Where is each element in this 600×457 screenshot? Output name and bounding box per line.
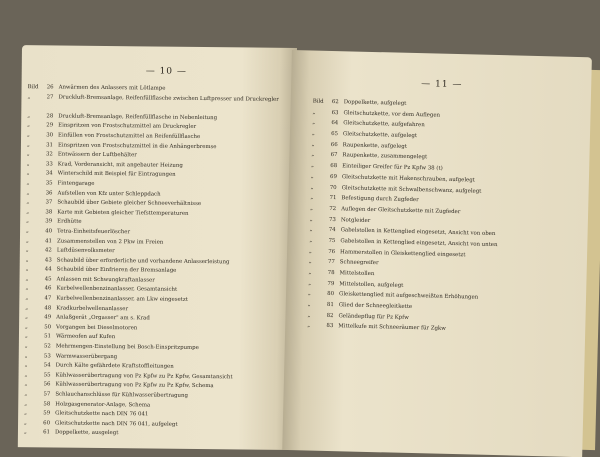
figure-caption: Erdhütte bbox=[57, 218, 82, 226]
figure-number: 54 bbox=[43, 362, 51, 369]
figure-prefix: „ bbox=[25, 314, 28, 321]
figure-list bbox=[24, 83, 290, 441]
figure-caption: Einspritzen von Frostschutzmittel am Druckregler bbox=[58, 122, 197, 131]
figure-caption: Mittelstollen bbox=[339, 270, 375, 278]
figure-number: 83 bbox=[326, 323, 334, 330]
figure-number: 78 bbox=[327, 269, 335, 277]
figure-number: 66 bbox=[330, 141, 338, 148]
figure-caption: Vorgangen bei Dieselmotoren bbox=[56, 324, 138, 332]
figure-number: 28 bbox=[46, 113, 54, 120]
figure-caption: Karte mit Gebieten gleicher Tiefsttemperaturen bbox=[57, 209, 189, 217]
figure-number: 73 bbox=[328, 216, 336, 223]
figure-number: 26 bbox=[46, 84, 54, 91]
figure-prefix: „ bbox=[24, 419, 27, 426]
figure-number: 35 bbox=[45, 180, 53, 187]
figure-caption: Kühlwasserübertragung von Pz Kpfw zu Pz Kpfw, Gesamtansicht bbox=[55, 372, 233, 381]
figure-number: 67 bbox=[330, 152, 338, 159]
figure-caption: Mittelstollen, aufgelegt bbox=[339, 280, 404, 289]
figure-number: 38 bbox=[45, 209, 53, 216]
figure-number: 41 bbox=[45, 237, 52, 244]
figure-number: 58 bbox=[43, 400, 51, 408]
figure-prefix: „ bbox=[25, 247, 29, 254]
figure-caption: Geländepflug für Pz Kpfw bbox=[338, 312, 409, 321]
figure-prefix: „ bbox=[26, 141, 30, 148]
figure-number: 44 bbox=[44, 266, 52, 273]
figure-caption: Mehrmengen-Einstellung bei Bosch-Einspritzpumpe bbox=[55, 343, 199, 352]
figure-prefix: „ bbox=[311, 130, 315, 137]
figure-number: 76 bbox=[328, 248, 336, 255]
figure-number: 63 bbox=[331, 109, 339, 116]
figure-caption: Mittelkufe mit Schneeräumer für Zgkw bbox=[338, 323, 446, 333]
figure-prefix: „ bbox=[25, 324, 28, 331]
figure-caption: Luftdüsenvolksmeter bbox=[56, 247, 115, 255]
figure-prefix: „ bbox=[309, 216, 313, 223]
figure-prefix: „ bbox=[26, 189, 30, 196]
figure-prefix: „ bbox=[25, 295, 29, 302]
figure-number: 27 bbox=[46, 93, 54, 101]
figure-prefix: „ bbox=[26, 199, 30, 206]
figure-prefix: „ bbox=[27, 112, 31, 119]
figure-number: 75 bbox=[328, 237, 336, 245]
figure-number: 65 bbox=[331, 131, 339, 138]
figure-caption: Kurbelwellenbenzinanlasser, Gesamtansicht bbox=[56, 285, 178, 294]
figure-prefix: „ bbox=[311, 141, 315, 148]
figure-prefix: „ bbox=[25, 304, 29, 311]
figure-prefix: „ bbox=[26, 170, 30, 177]
figure-caption: Gleiskettenglied mit aufgeschweißten Erhöhungen bbox=[338, 291, 479, 301]
figure-prefix: „ bbox=[24, 352, 28, 359]
figure-prefix: „ bbox=[27, 132, 30, 139]
page-number: — 10 — bbox=[145, 66, 187, 77]
figure-prefix: „ bbox=[26, 208, 30, 215]
figure-number: 36 bbox=[45, 189, 53, 196]
figure-prefix: „ bbox=[309, 226, 313, 233]
figure-prefix: „ bbox=[311, 151, 315, 159]
figure-caption: Kühlwasserübertragung von Pz Kpfw zu Pz Kpfw, Schema bbox=[55, 381, 214, 390]
figure-prefix: „ bbox=[24, 333, 28, 340]
figure-number: 43 bbox=[44, 257, 52, 264]
figure-prefix: „ bbox=[24, 362, 28, 369]
figure-prefix: „ bbox=[24, 410, 27, 417]
list-item bbox=[24, 429, 286, 441]
figure-caption: Anlaßgerät „Orgasser" am s. Krad bbox=[56, 314, 150, 322]
figure-number: 82 bbox=[326, 312, 334, 319]
figure-caption: Gleitschutzkette nach DIN 76 041, aufgelegt bbox=[55, 420, 178, 428]
figure-number: 46 bbox=[44, 285, 52, 292]
figure-prefix: „ bbox=[312, 119, 316, 126]
figure-number: 45 bbox=[44, 276, 52, 283]
figure-caption: Doppelkette, ausgelegt bbox=[54, 429, 119, 437]
figure-number: 60 bbox=[43, 420, 51, 427]
figure-prefix: „ bbox=[24, 371, 28, 379]
figure-prefix: „ bbox=[25, 237, 29, 244]
figure-caption: Einteiliger Greifer für Pz Kpfw 38 (t) bbox=[342, 163, 443, 172]
figure-number: 74 bbox=[328, 227, 336, 234]
figure-caption: Gleitschutzkette, aufgefahren bbox=[343, 120, 425, 129]
figure-number: 51 bbox=[44, 333, 51, 340]
figure-number: 31 bbox=[46, 141, 54, 149]
figure-caption: Gleitschutzkette mit Hakenschrauben, aufgelegt bbox=[341, 174, 475, 184]
figure-number: 79 bbox=[327, 280, 335, 287]
figure-prefix: „ bbox=[310, 194, 314, 201]
figure-number: 48 bbox=[44, 305, 52, 312]
figure-caption: Aufstellen von Kfz unter Schleppdach bbox=[57, 190, 161, 198]
figure-caption: Gabelstollen in Kettenglied eingesetzt, Ansicht von unten bbox=[340, 238, 498, 249]
figure-caption: Befestigung durch Zugfeder bbox=[341, 195, 419, 204]
figure-prefix: „ bbox=[25, 256, 29, 263]
figure-prefix: „ bbox=[310, 205, 314, 212]
figure-prefix: „ bbox=[27, 93, 31, 100]
figure-prefix: „ bbox=[24, 381, 28, 388]
figure-number: 70 bbox=[329, 184, 337, 191]
figure-caption: Schneegreifer bbox=[339, 259, 379, 267]
figure-number: 34 bbox=[45, 170, 53, 177]
figure-caption: Gleitschutzkette, vor dem Auflegen bbox=[343, 109, 441, 119]
figure-prefix: „ bbox=[25, 276, 29, 283]
figure-prefix: „ bbox=[26, 228, 29, 235]
figure-prefix: „ bbox=[26, 218, 29, 225]
figure-number: 56 bbox=[43, 381, 51, 388]
figure-number: 49 bbox=[44, 314, 52, 321]
figure-number: 42 bbox=[44, 247, 52, 254]
figure-caption: Winterschild mit Beispiel für Eintragungen bbox=[57, 170, 176, 179]
figure-prefix: „ bbox=[25, 266, 29, 273]
figure-prefix: „ bbox=[307, 301, 311, 308]
figure-prefix: „ bbox=[307, 290, 311, 297]
figure-caption: Hammerstollen in Gleiskettenglied eingesetzt bbox=[340, 248, 466, 258]
figure-caption: Anwärmen des Anlassers mit Lötlampe bbox=[58, 84, 166, 92]
figure-prefix: „ bbox=[312, 109, 316, 116]
figure-caption: Schaubild über Gebiete gleicher Schneeverhältnisse bbox=[57, 199, 202, 208]
figure-number bbox=[41, 103, 53, 113]
figure-caption: Wärmeofen auf Kufen bbox=[55, 333, 116, 341]
figure-number: 47 bbox=[44, 295, 52, 302]
left-page bbox=[18, 45, 297, 450]
figure-caption: Kradkurbelwellenanlasser bbox=[56, 305, 129, 312]
figure-number: 80 bbox=[327, 291, 335, 298]
figure-list bbox=[307, 97, 581, 339]
figure-number: 50 bbox=[44, 324, 52, 331]
figure-caption: Raupenkette, zusammengelegt bbox=[342, 152, 428, 161]
figure-caption: Gleitschutzkette nach DIN 76 041 bbox=[55, 410, 149, 418]
figure-caption: Auflegen der Gleitschutzkette mit Zugfeder bbox=[341, 206, 461, 216]
figure-caption: Notgleider bbox=[340, 216, 371, 224]
figure-number: 77 bbox=[327, 259, 335, 266]
figure-prefix: „ bbox=[24, 391, 28, 398]
right-page bbox=[282, 50, 592, 457]
figure-prefix: „ bbox=[26, 151, 30, 158]
figure-caption: Entwässern der Luftbehälter bbox=[57, 151, 137, 159]
figure-caption: Druckluft-Bremsanlage, Reifenfüllflasche zwischen Luftpresser und Druckregler bbox=[58, 94, 279, 103]
figure-number: 33 bbox=[45, 161, 53, 168]
figure-number: 72 bbox=[329, 205, 337, 212]
figure-prefix: „ bbox=[27, 122, 31, 129]
figure-caption: Anlassen mit Schwungkraftanlasser bbox=[56, 276, 155, 284]
figure-prefix: „ bbox=[311, 162, 315, 169]
figure-caption: Schaubild über erforderliche und vorhandene Anlasserleistung bbox=[56, 257, 230, 265]
figure-caption: Gabelstollen in Kettenglied eingesetzt, Ansicht von oben bbox=[340, 227, 496, 238]
page-number: — 11 — bbox=[421, 79, 463, 91]
figure-number: 57 bbox=[43, 391, 51, 398]
figure-caption: Schlauchanschlüsse für Kühlwasserübertragung bbox=[55, 391, 189, 399]
figure-caption: Doppelkette, aufgelegt bbox=[343, 99, 407, 107]
figure-prefix: „ bbox=[308, 258, 312, 265]
figure-prefix: „ bbox=[308, 269, 312, 276]
figure-caption: Kurbelwellenbenzinanlasser, am Lkw eingesetzt bbox=[56, 295, 188, 303]
figure-number: 69 bbox=[329, 173, 337, 180]
figure-prefix: „ bbox=[307, 312, 311, 319]
figure-number: 71 bbox=[329, 195, 337, 202]
figure-prefix: „ bbox=[307, 322, 311, 329]
figure-prefix: „ bbox=[26, 160, 30, 167]
figure-caption: Gleitschutzkette mit Schwalbenschwanz, aufgelegt bbox=[341, 184, 482, 195]
figure-number: 68 bbox=[330, 163, 338, 170]
figure-prefix: „ bbox=[308, 280, 312, 287]
figure-number: 37 bbox=[45, 199, 53, 206]
figure-number: 64 bbox=[331, 120, 339, 127]
figure-caption: Warmwasserübergang bbox=[55, 353, 118, 360]
figure-number: 61 bbox=[43, 429, 50, 436]
figure-number: 55 bbox=[43, 372, 51, 379]
figure-number: 29 bbox=[46, 122, 54, 129]
figure-number: 32 bbox=[45, 151, 53, 158]
figure-number: 39 bbox=[45, 218, 53, 225]
figure-number: 59 bbox=[43, 410, 51, 417]
figure-prefix: „ bbox=[24, 343, 28, 350]
figure-number: 81 bbox=[326, 301, 334, 309]
figure-prefix: „ bbox=[24, 400, 28, 407]
figure-caption: Raupenkette, aufgelegt bbox=[342, 142, 407, 150]
figure-number: 52 bbox=[43, 343, 51, 350]
figure-prefix bbox=[27, 102, 41, 112]
figure-number: 62 bbox=[331, 98, 339, 106]
figure-prefix: „ bbox=[310, 173, 314, 180]
figure-prefix: „ bbox=[310, 183, 314, 191]
figure-prefix: „ bbox=[309, 248, 312, 255]
figure-prefix: „ bbox=[309, 237, 313, 244]
figure-caption: Tetra-Einheitsfeuerlöscher bbox=[57, 228, 131, 236]
figure-caption: Einspritzen von Frostschutzmittel in die Anhängerbremse bbox=[57, 142, 217, 150]
figure-caption: Fintengarage bbox=[57, 180, 95, 187]
figure-number: 30 bbox=[46, 132, 54, 139]
figure-number: 40 bbox=[45, 228, 53, 235]
figure-prefix: „ bbox=[26, 180, 30, 187]
figure-caption: Glied der Schneegleitkette bbox=[338, 302, 413, 311]
figure-prefix: Bild bbox=[27, 84, 39, 91]
figure-caption: Krad, Vorderansicht, mit angebauter Heizung bbox=[57, 161, 183, 169]
figure-number: 53 bbox=[43, 352, 51, 360]
figure-caption: Holzgasgenerator-Anlage, Schema bbox=[55, 401, 151, 409]
figure-prefix: „ bbox=[23, 429, 27, 436]
figure-caption: Schaubild über Einfrieren der Bremsanlage bbox=[56, 266, 177, 275]
figure-prefix: Bild bbox=[312, 98, 324, 105]
figure-caption: Zusammenstellen von 2 Pkw im Freien bbox=[56, 237, 164, 246]
figure-prefix: „ bbox=[25, 285, 29, 292]
figure-caption: Durch Kälte gefährdete Kraftstoffleitungen bbox=[55, 362, 174, 370]
figure-caption: Gleitschutzkette, aufgelegt bbox=[342, 131, 418, 140]
figure-caption: Einfüllen von Frostschutzmittel an Reifenfüllflasche bbox=[58, 132, 201, 140]
figure-caption: Druckluft-Bremsanlage, Reifenfüllflasche in Nebenleitung bbox=[58, 113, 218, 121]
